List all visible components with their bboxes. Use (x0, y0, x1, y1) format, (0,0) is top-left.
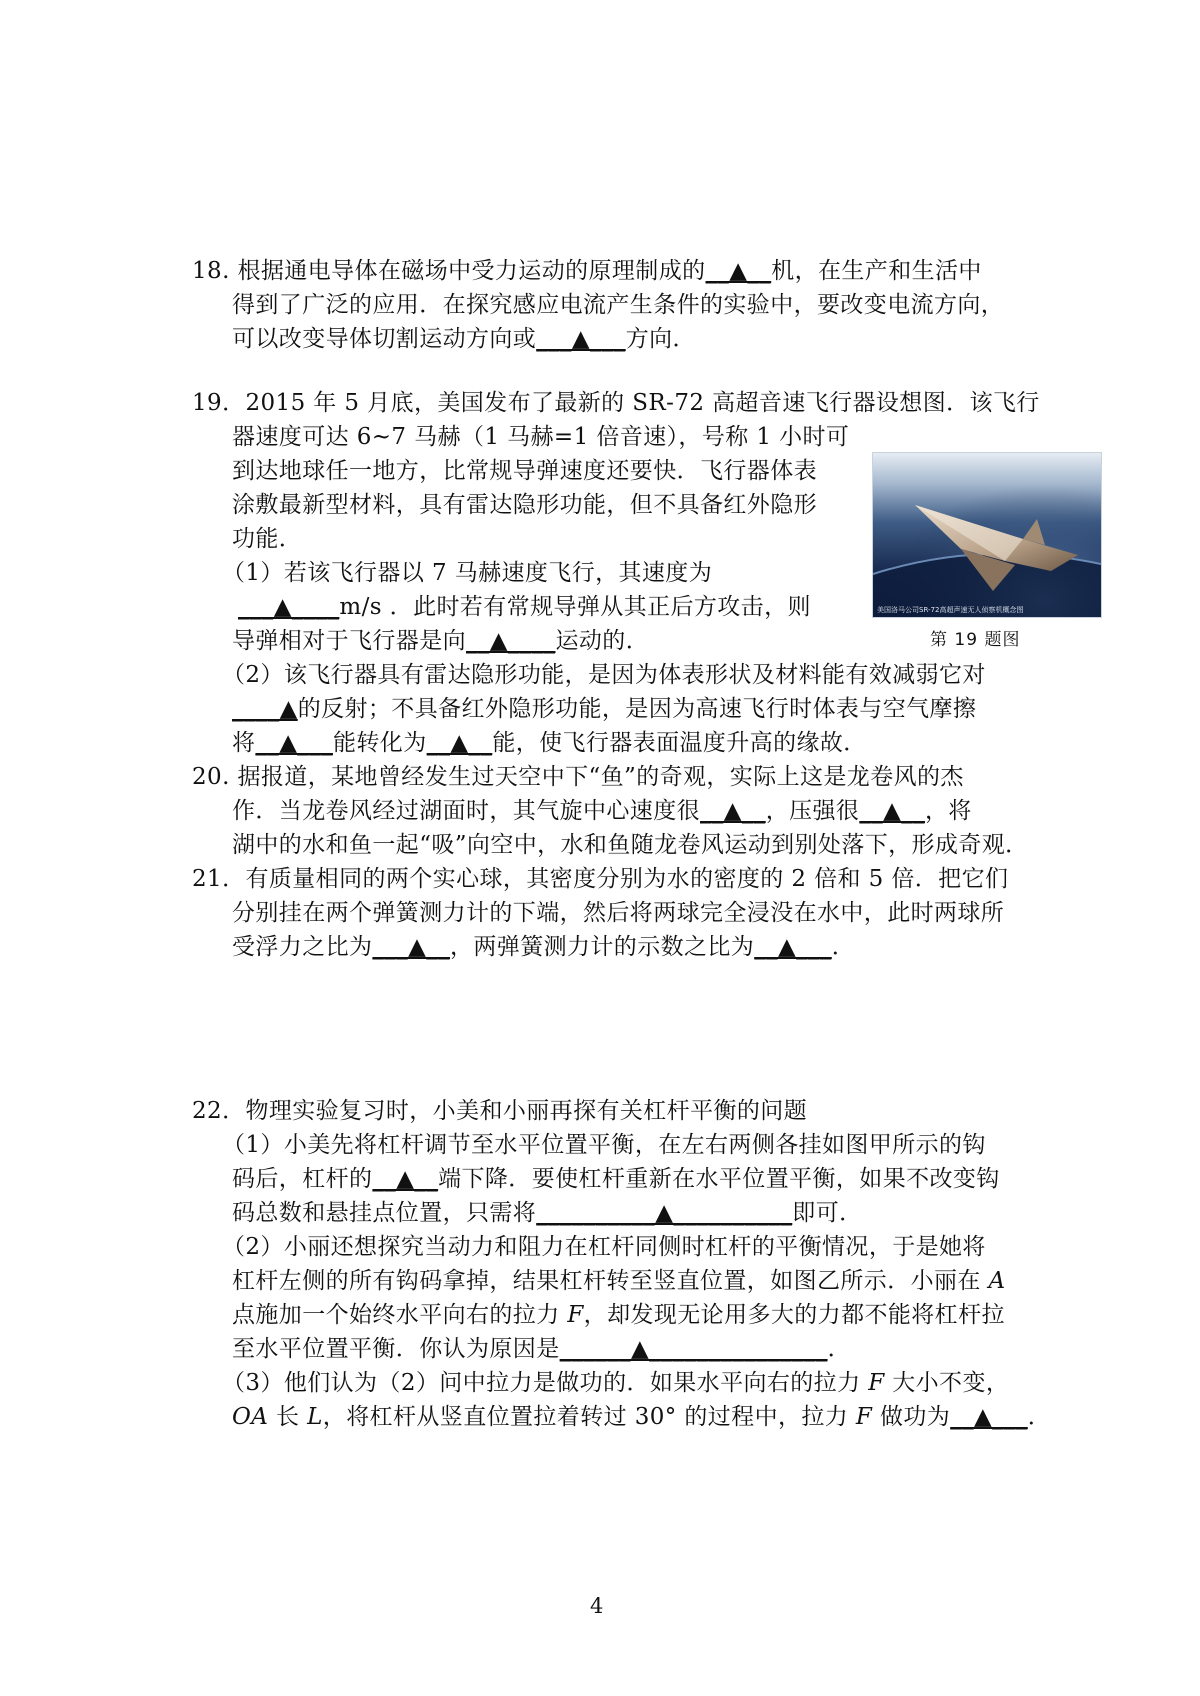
answer-blank[interactable]: __▲___ (754, 934, 832, 960)
answer-blank[interactable]: __▲__ (700, 798, 766, 824)
answer-blank[interactable]: __▲___ (950, 1404, 1028, 1430)
q19-line-1: 19．2015 年 5 月底，美国发布了最新的 SR-72 高超音速飞行器设想图．该飞行 (192, 390, 1040, 416)
q22-line-1: 22．物理实验复习时，小美和小丽再探有关杠杆平衡的问题 (192, 1098, 808, 1124)
q20-line-2: 作．当龙卷风经过湖面时，其气旋中心速度很__▲__，压强很__▲__，将 (232, 794, 972, 828)
answer-blank[interactable]: __▲__ (372, 1166, 439, 1192)
q22-line-4: 码总数和悬挂点位置，只需将__________▲__________即可． (232, 1196, 863, 1230)
q18-line-1: 18. 根据通电导体在磁场中受力运动的原理制成的__▲__机，在生产和生活中 (192, 254, 982, 288)
aircraft-illustration (873, 453, 1101, 617)
q22-line-3: 码后，杠杆的__▲__端下降．要使杠杆重新在水平位置平衡，如果不改变钩 (232, 1162, 1000, 1196)
q20-line-3: 湖中的水和鱼一起“吸”向空中，水和鱼随龙卷风运动到别处落下，形成奇观． (232, 832, 1029, 858)
q19-line-10: ____▲的反射；不具备红外隐形功能，是因为高速飞行时体表与空气摩擦 (232, 692, 976, 726)
answer-blank[interactable]: ___▲___ (536, 326, 626, 352)
q19-line-5: 功能． (232, 526, 303, 552)
q22-line-8: 至水平位置平衡．你认为原因是______▲_______________． (232, 1332, 851, 1366)
answer-blank[interactable]: __▲__ (426, 730, 493, 756)
q18-line-2: 得到了广泛的应用．在探究感应电流产生条件的实验中，要改变电流方向， (232, 292, 1005, 318)
sr72-aircraft-image (872, 452, 1102, 618)
q19-line-6: （1）若该飞行器以 7 马赫速度飞行，其速度为 (222, 560, 713, 586)
q19-line-3: 到达地球任一地方，比常规导弹速度还要快．飞行器体表 (232, 458, 817, 484)
q19-line-7: ___▲____m/s ．此时若有常规导弹从其正后方攻击，则 (238, 590, 811, 624)
figure-caption: 美国洛马公司SR-72高超声速无人侦察机概念图 (877, 606, 1024, 614)
q19-line-2: 器速度可达 6~7 马赫（1 马赫=1 倍音速），号称 1 小时可 (232, 424, 850, 450)
q22-line-2: （1）小美先将杠杆调节至水平位置平衡，在左右两侧各挂如图甲所示的钩 (222, 1132, 986, 1158)
answer-blank[interactable]: ___▲____ (238, 594, 340, 620)
q21-line-1: 21．有质量相同的两个实心球，其密度分别为水的密度的 2 倍和 5 倍．把它们 (192, 866, 1009, 892)
answer-blank[interactable]: __▲___ (255, 730, 333, 756)
q22-line-5: （2）小丽还想探究当动力和阻力在杠杆同侧时杠杆的平衡情况，于是她将 (222, 1234, 986, 1260)
answer-blank[interactable]: __________▲__________ (536, 1200, 793, 1226)
q19-line-8: 导弹相对于飞行器是向__▲____运动的． (232, 624, 649, 658)
q21-line-3: 受浮力之比为___▲__，两弹簧测力计的示数之比为__▲___． (232, 930, 855, 964)
q18-line-3: 可以改变导体切割运动方向或___▲___方向． (232, 322, 696, 356)
q20-line-1: 20. 据报道，某地曾经发生过天空中下“鱼”的奇观，实际上这是龙卷风的杰 (192, 764, 964, 790)
q22-line-7: 点施加一个始终水平向右的拉力 F，却发现无论用多大的力都不能将杠杆拉 (232, 1302, 1005, 1328)
q22-line-6: 杠杆左侧的所有钩码拿掉，结果杠杆转至竖直位置，如图乙所示．小丽在 A (232, 1268, 1006, 1294)
figure-label: 第 19 题图 (930, 630, 1021, 650)
answer-blank[interactable]: ___▲__ (372, 934, 450, 960)
q19-line-9: （2）该飞行器具有雷达隐形功能，是因为体表形状及材料能有效减弱它对 (222, 662, 986, 688)
answer-blank[interactable]: __▲____ (466, 628, 556, 654)
page-number: 4 (590, 1594, 604, 1618)
q22-line-10: OA 长 L，将杠杆从竖直位置拉着转过 30° 的过程中，拉力 F 做功为__▲___． (232, 1400, 1051, 1434)
answer-blank[interactable]: ____▲ (232, 696, 298, 722)
q22-line-9: （3）他们认为（2）问中拉力是做功的．如果水平向右的拉力 F 大小不变， (222, 1370, 1010, 1396)
q19-line-4: 涂敷最新型材料，具有雷达隐形功能，但不具备红外隐形 (232, 492, 817, 518)
answer-blank[interactable]: __▲__ (705, 258, 772, 284)
q21-line-2: 分别挂在两个弹簧测力计的下端，然后将两球完全浸没在水中，此时两球所 (232, 900, 1005, 926)
answer-blank[interactable]: __▲__ (859, 798, 926, 824)
q19-line-11: 将__▲___能转化为__▲__能，使飞行器表面温度升高的缘故． (232, 726, 867, 760)
answer-blank[interactable]: ______▲_______________ (559, 1336, 828, 1362)
